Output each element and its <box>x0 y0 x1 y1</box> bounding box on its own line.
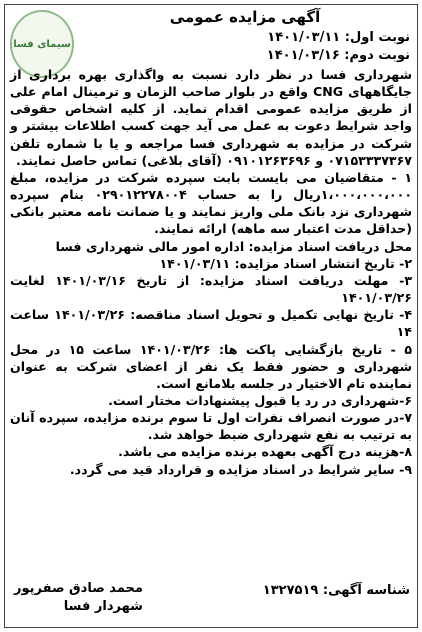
ad-number: شناسه آگهی: ۱۳۲۷۵۱۹ <box>262 583 410 598</box>
condition-3: ۳- مهلت دریافت اسناد مزایده: از تاریخ ۱۴۰۱/۰۳/۱۶ لغایت ۱۴۰۱/۰۳/۲۶ <box>10 272 412 306</box>
first-turn: نوبت اول: ۱۴۰۱/۰۳/۱۱ <box>267 30 410 45</box>
condition-6: ۶-شهرداری در رد یا قبول پیشنهادات مختار است. <box>108 392 412 408</box>
ad-header <box>80 8 410 65</box>
condition-2: ۲- تاریخ انتشار اسناد مزایده: ۱۴۰۱/۰۳/۱۱ <box>159 255 412 271</box>
signature-block <box>14 580 143 616</box>
condition-5: ۵ - تاریخ بازگشایی پاکت ها: ۱۴۰۱/۰۳/۲۶ ساعت ۱۵ در محل شهرداری و حضور فقط یک نفر از اعضای شرکت به عنوان نماینده تام الاختیار در جلسه بلامانع است. <box>10 341 412 391</box>
condition-9: ۹- سایر شرایط در اسناد مزایده و قرارداد قید می گردد. <box>69 461 412 477</box>
condition-8: ۸-هزینه درج آگهی بعهده برنده مزایده می باشد. <box>118 444 412 460</box>
intro-paragraph: شهرداری فسا در نظر دارد نسبت به واگذاری بهره برداری از جایگاههای CNG واقع در بلوار صاحب الزمان و ترمینال امام علی از طریق مزایده عمومی اقدام نماید. از کلیه اشخاص حقوقی واجد شرایط دعوت به عمل می آید جهت کسب اطلاعات بیشتر و شرکت در مزایده به شهرداری فسا مراجعه و یا با شماره تلفن ۰۷۱۵۳۳۳۷۳۶۷ و ۰۹۱۰۱۲۶۳۶۹۶ (آقای بلاغی) تماس حاصل نمایند. <box>10 67 412 168</box>
second-turn: نوبت دوم: ۱۴۰۱/۰۳/۱۶ <box>266 48 410 63</box>
condition-4: ۴- تاریخ نهایی تکمیل و تحویل اسناد مناقصه: ۱۴۰۱/۰۳/۲۶ ساعت ۱۴ <box>10 307 412 340</box>
ad-body <box>10 66 412 478</box>
ad-title: آگهی مزایده عمومی <box>169 8 321 26</box>
docs-location: محل دریافت اسناد مزایده: اداره امور مالی شهرداری فسا <box>55 238 412 254</box>
signatory-name: محمد صادق صفرپور <box>14 581 143 596</box>
condition-7: ۷-در صورت انصراف نفرات اول تا سوم برنده مزایده، سپرده آنان به ترتیب به نفع شهرداری ضبط خواهد شد. <box>10 410 412 443</box>
condition-1: ۱ - متقاضیان می بایست بابت سپرده شرکت در مزایده، مبلغ ۱،۰۰۰،۰۰۰،۰۰۰ریال را به حساب ۰۲۹۰۱۲۲۷۸۰۰۴ بنام سپرده شهرداری نزد بانک ملی واریز نمایند و یا ضمانت نامه معتبر بانکی (حداقل مدت اعتبار سه ماهه) ارائه نمایند. <box>10 169 412 237</box>
signatory-title: شهردار فسا <box>63 599 143 614</box>
logo-text: سیمای فسا <box>13 38 71 50</box>
